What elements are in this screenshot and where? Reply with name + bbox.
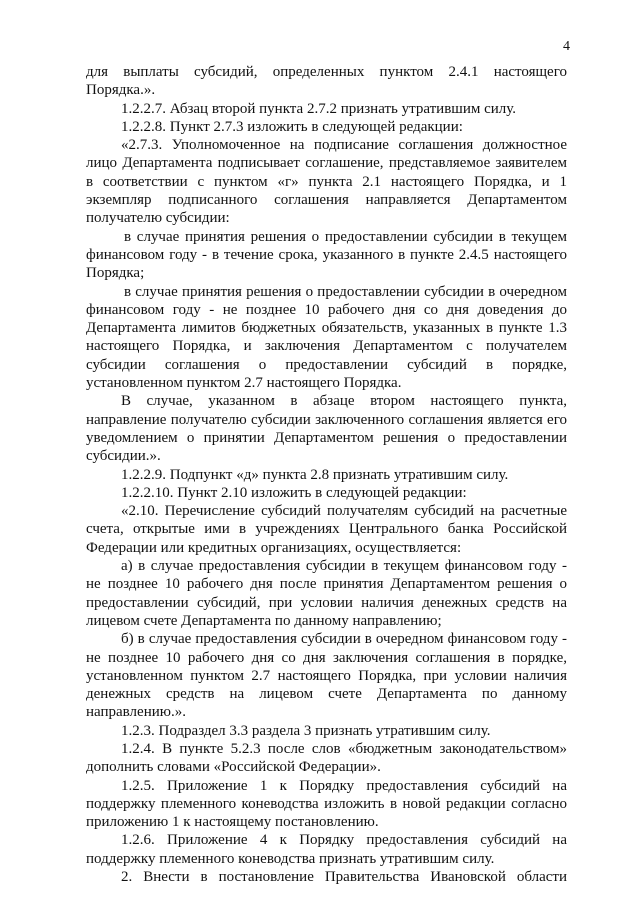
paragraph-1-2-4: 1.2.4. В пункте 5.2.3 после слов «бюджетным законодательством» дополнить словами «Российской Федерации». — [86, 740, 567, 776]
paragraph-2-7-3: «2.7.3. Уполномоченное на подписание соглашения должностное лицо Департамента подписывает соглашение, представляемое заявителем в соответствии с пунктом «г» пункта 2.1 настоящего Порядка, и 1 экземпляр подписанного соглашения направляется Департаментом получателю субсидии: — [86, 137, 567, 227]
paragraph-current-year-case: в случае принятия решения о предоставлении субсидии в текущем финансовом году - в течение срока, указанного в пункте 2.4.5 настоящего Порядка; — [86, 228, 567, 282]
paragraph-notification: В случае, указанном в абзаце втором настоящего пункта, направление получателю субсидии заключенного соглашения является его уведомлением о принятии Департаментом решения о предоставлении субсидии.». — [86, 393, 567, 465]
paragraph-1-2-2-9: 1.2.2.9. Подпункт «д» пункта 2.8 признать утратившим силу. — [121, 466, 509, 483]
paragraph-1-2-6: 1.2.6. Приложение 4 к Порядку предоставления субсидий на поддержку племенного коневодства признать утратившим силу. — [86, 832, 567, 867]
paragraph-1-2-3: 1.2.3. Подраздел 3.3 раздела 3 признать утратившим силу. — [121, 722, 491, 739]
paragraph-next-year-case: в случае принятия решения о предоставлении субсидии в очередном финансовом году - не позднее 10 рабочего дня со дня доведения до Департамента лимитов бюджетных обязательств, указанных в пункте 1.3 настоящего Порядка, и заключения Департаментом с получателем субсидии соглашения о предоставлении субсидий в порядке, установленном пунктом 2.7 настоящего Порядка. — [86, 283, 567, 392]
paragraph-item-a: а) в случае предоставления субсидии в текущем финансовом году - не позднее 10 рабочего дня после принятия Департаментом решения о предоставлении субсидий, при условии наличия денежных средств на лицевом счете Департамента по данному направлению; — [86, 558, 567, 629]
paragraph-item-b: б) в случае предоставления субсидии в очередном финансовом году - не позднее 10 рабочего дня со дня заключения соглашения в порядке, установленном пунктом 2.7 настоящего Порядка, при условии наличия денежных средств на лицевом счете Департамента по данному направлению.». — [86, 631, 567, 721]
paragraph-1-2-5: 1.2.5. Приложение 1 к Порядку предоставления субсидий на поддержку племенного коневодства изложить в новой редакции согласно приложению 1 к настоящему постановлению. — [86, 777, 567, 831]
paragraph-continuation: для выплаты субсидий, определенных пунктом 2.4.1 настоящего Порядка.». — [86, 64, 567, 99]
paragraph-1-2-2-7: 1.2.2.7. Абзац второй пункта 2.7.2 признать утратившим силу. — [121, 100, 517, 117]
document-body — [86, 63, 567, 886]
page-number: 4 — [563, 39, 570, 54]
paragraph-1-2-2-8: 1.2.2.8. Пункт 2.7.3 изложить в следующей редакции: — [121, 118, 463, 135]
paragraph-1-2-2-10: 1.2.2.10. Пункт 2.10 изложить в следующей редакции: — [121, 484, 467, 501]
paragraph-2-10: «2.10. Перечисление субсидий получателям субсидий на расчетные счета, открытые ими в учреждениях Центрального банка Российской Федерации или кредитных организациях, осуществляется: — [86, 503, 567, 556]
paragraph-2: 2. Внести в постановление Правительства Ивановской области — [121, 869, 567, 886]
